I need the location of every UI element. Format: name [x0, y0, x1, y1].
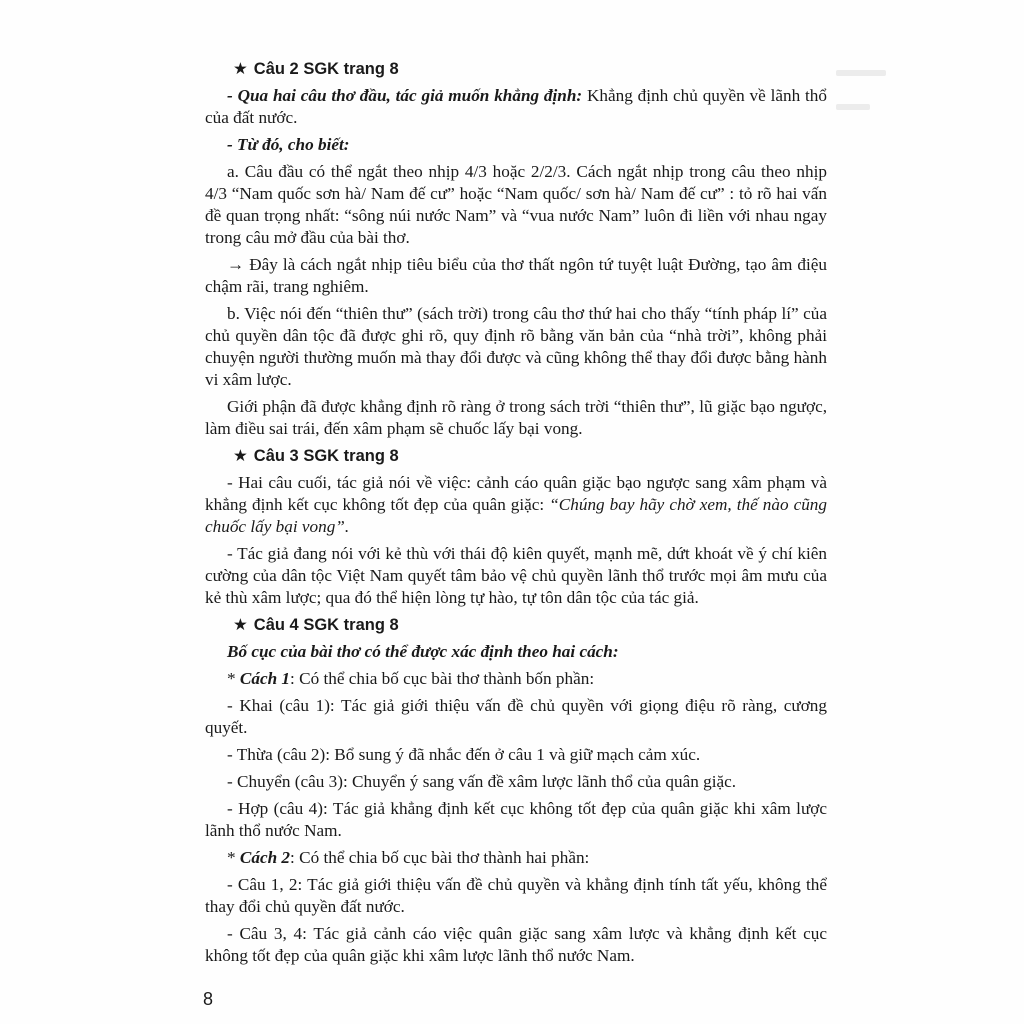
- star-icon: ★: [233, 447, 248, 465]
- bullet-marker: *: [227, 669, 240, 688]
- heading-text: Câu 3 SGK trang 8: [253, 447, 399, 465]
- star-icon: ★: [233, 616, 248, 634]
- paragraph-text: Khẳng định chủ quyền về lãnh thổ của đất nước.: [205, 86, 827, 127]
- paragraph: [205, 472, 827, 538]
- heading-text: Câu 2 SGK trang 8: [253, 60, 399, 78]
- paragraph: [205, 668, 827, 690]
- list-item: - Hợp (câu 4): Tác giả khẳng định kết cục không tốt đẹp của quân giặc khi xâm lược lãnh thổ nước Nam.: [205, 799, 827, 840]
- paragraph-lead: - Qua hai câu thơ đầu, tác giả muốn khẳng định:: [227, 86, 583, 105]
- star-icon: ★: [233, 60, 248, 78]
- paragraph: b. Việc nói đến “thiên thư” (sách trời) trong câu thơ thứ hai cho thấy “tính pháp lí” của chủ quyền dân tộc đã được ghi rõ, quy định rõ bằng văn bản của “nhà trời”, không phải chuyện người thường muốn mà thay đổi được và cũng không thể thay đổi được bằng hành vi xâm lược.: [205, 304, 827, 389]
- heading-text: Câu 4 SGK trang 8: [253, 616, 399, 634]
- paragraph-text: : Có thể chia bố cục bài thơ thành hai phần:: [290, 848, 590, 867]
- list-item: - Khai (câu 1): Tác giả giới thiệu vấn đề chủ quyền với giọng điệu rõ ràng, cương quyết.: [205, 696, 827, 737]
- bleed-through-mark: [836, 104, 870, 110]
- list-item: - Thừa (câu 2): Bổ sung ý đã nhắc đến ở câu 1 và giữ mạch cảm xúc.: [227, 745, 701, 764]
- paragraph: Giới phận đã được khẳng định rõ ràng ở trong sách trời “thiên thư”, lũ giặc bạo ngược, làm điều sai trái, đến xâm phạm sẽ chuốc lấy bại vong.: [205, 397, 827, 438]
- paragraph: Bố cục của bài thơ có thể được xác định theo hai cách:: [227, 642, 619, 661]
- paragraph-lead: - Từ đó, cho biết:: [227, 135, 350, 154]
- bleed-through-mark: [836, 70, 886, 76]
- list-item: - Câu 3, 4: Tác giả cảnh cáo việc quân giặc sang xâm lược và khẳng định kết cục không tốt đẹp của quân giặc khi xâm lược lãnh thổ nước Nam.: [205, 924, 827, 965]
- list-item: - Câu 1, 2: Tác giả giới thiệu vấn đề chủ quyền và khẳng định tính tất yếu, không thể thay đổi chủ quyền đất nước.: [205, 875, 827, 916]
- section-heading-cau-4: [205, 614, 827, 636]
- paragraph: [205, 134, 827, 156]
- page-number: 8: [203, 989, 214, 1009]
- paragraph: [205, 85, 827, 129]
- section-heading-cau-3: [205, 445, 827, 467]
- paragraph-text: - Hai câu cuối, tác giả nói về việc: cảnh cáo quân giặc bạo ngược sang xâm phạm và khẳng định kết cục không tốt đẹp của quân giặc:: [205, 473, 827, 514]
- page-content: [205, 58, 827, 972]
- paragraph: [205, 847, 827, 869]
- method-label: Cách 1: [239, 669, 291, 688]
- list-item: - Chuyển (câu 3): Chuyển ý sang vấn đề xâm lược lãnh thổ của quân giặc.: [227, 772, 737, 791]
- section-heading-cau-2: [205, 58, 827, 80]
- paragraph-text: : Có thể chia bố cục bài thơ thành bốn phần:: [290, 669, 595, 688]
- paragraph: a. Câu đầu có thể ngắt theo nhịp 4/3 hoặc 2/2/3. Cách ngắt nhịp trong câu theo nhịp 4/3 “Nam quốc sơn hà/ Nam đế cư” hoặc “Nam quốc/ sơn hà/ Nam đế cư” : tỏ rõ hai vấn đề quan trọng nhất: “sông núi nước Nam” và “vua nước Nam” luôn đi liền với nhau ngay trong câu mở đầu của bài thơ.: [205, 162, 827, 247]
- poem-quote: “Chúng bay hãy chờ xem, thế nào cũng chuốc lấy bại vong”.: [205, 495, 827, 536]
- bullet-marker: *: [227, 848, 240, 867]
- method-label: Cách 2: [239, 848, 291, 867]
- paragraph: - Tác giả đang nói với kẻ thù với thái độ kiên quyết, mạnh mẽ, dứt khoát về ý chí kiên cường của dân tộc Việt Nam quyết tâm bảo vệ chủ quyền lãnh thổ trước mọi âm mưu của kẻ thù xâm lược; qua đó thể hiện lòng tự hào, tự tôn dân tộc của tác giả.: [205, 544, 827, 607]
- paragraph: → Đây là cách ngắt nhịp tiêu biểu của thơ thất ngôn tứ tuyệt luật Đường, tạo âm điệu chậm rãi, trang nghiêm.: [205, 255, 827, 296]
